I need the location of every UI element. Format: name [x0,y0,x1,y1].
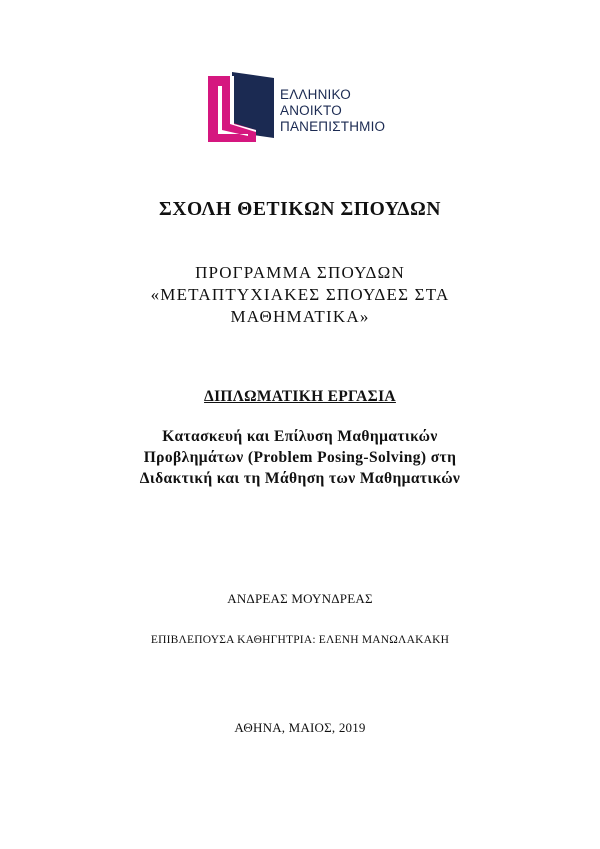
thesis-label: ΔΙΠΛΩΜΑΤΙΚΗ ΕΡΓΑΣΙΑ [204,388,396,405]
program-line-1: ΠΡΟΓΡΑΜΜΑ ΣΠΟΥΔΩΝ [195,263,405,282]
author-name: ΑΝΔΡΕΑΣ ΜΟΥΝΔΡΕΑΣ [227,591,373,606]
university-logo-icon [208,72,274,144]
place-and-date: ΑΘΗΝΑ, ΜΑΙΟΣ, 2019 [234,720,366,735]
supervisor-line: ΕΠΙΒΛΕΠΟΥΣΑ ΚΑΘΗΓΗΤΡΙΑ: ΕΛΕΝΗ ΜΑΝΩΛΑΚΑΚΗ [150,634,450,646]
thesis-title [0,426,600,489]
title-line-1: Κατασκευή και Επίλυση Μαθηματικών [162,428,438,445]
university-logo [208,72,398,144]
title-line-2: Προβλημάτων (Problem Posing-Solving) στη [143,449,457,466]
program-line-3: ΜΑΘΗΜΑΤΙΚΑ» [230,307,370,326]
program-name [0,262,600,328]
program-line-2: «ΜΕΤΑΠΤΥΧΙΑΚΕΣ ΣΠΟΥΔΕΣ ΣΤΑ [150,285,450,304]
logo-line-3: ΠΑΝΕΠΙΣΤΗΜΙΟ [280,119,386,134]
school-name: ΣΧΟΛΗ ΘΕΤΙΚΩΝ ΣΠΟΥΔΩΝ [158,199,442,220]
logo-line-2: ΑΝΟΙΚΤΟ [280,103,342,118]
logo-line-1: ΕΛΛΗΝΙΚΟ [280,87,351,102]
logo-wordmark [280,87,385,135]
title-line-3: Διδακτική και τη Μάθηση των Μαθηματικών [139,470,461,487]
